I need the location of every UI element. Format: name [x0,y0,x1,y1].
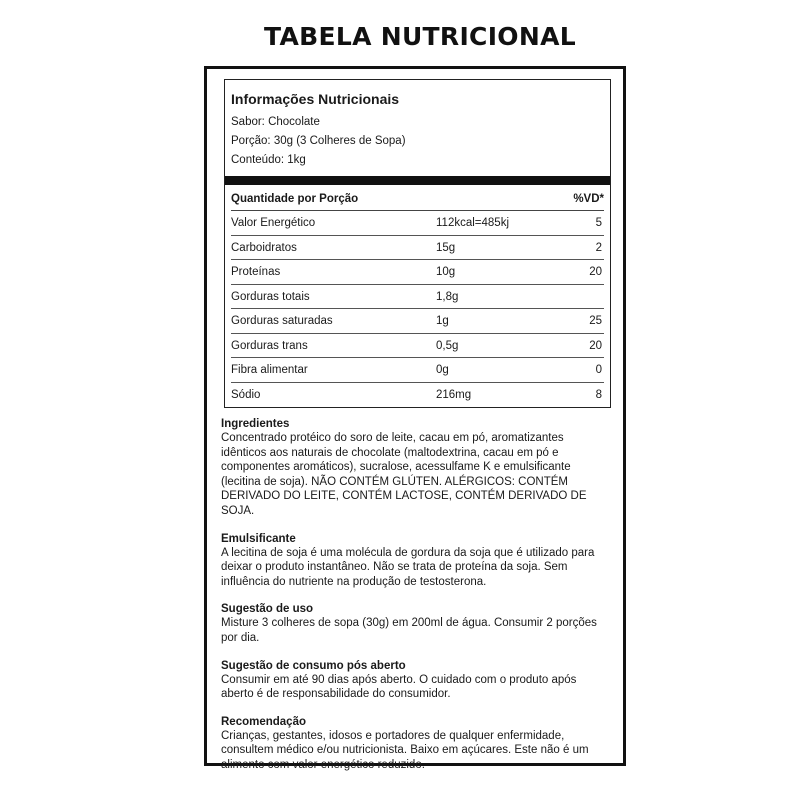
section-line: aberto é de responsabilidade do consumidor. [221,688,451,701]
header-vd-label: %VD* [573,192,604,205]
section-line: DERIVADO DO LEITE, CONTÉM LACTOSE, CONTÉM DERIVADO DE SOJA. [221,490,587,517]
section-line: A lecitina de soja é uma molécula de gordura da soja que é utilizado para [221,546,595,559]
section-title: Sugestão de consumo pós aberto [221,659,406,672]
nutrient-name: Valor Energético [231,217,316,229]
nutrient-name: Sódio [231,388,261,401]
section-line: idênticos aos naturais de chocolate (maltodextrina, cacau em pó e [221,446,559,459]
info-heading: Informações Nutricionais [231,91,400,107]
text-section [221,659,621,702]
table-row [231,309,604,334]
section-line: Crianças, gestantes, idosos e portadores de qualquer enfermidade, [221,729,565,742]
section-line: componentes aromáticos), sucralose, acessulfame K e emulsificante [221,461,571,474]
section-line: Concentrado protéico do soro de leite, cacau em pó, aromatizantes [221,432,564,444]
nutrient-name: Gorduras saturadas [231,315,333,327]
nutrient-vd: 20 [589,339,602,352]
section-line: por dia. [221,631,260,644]
section-body [221,431,621,519]
nutrient-amount: 0g [436,364,449,376]
flavor-line: Sabor: Chocolate [231,116,320,128]
section-line: (lecitina de soja). NÃO CONTÉM GLÚTEN. ALÉRGICOS: CONTÉM [221,475,568,488]
table-row [231,334,604,359]
section-line: consultem médico e/ou nutricionista. Baixo em açúcares. Este não é um [221,744,589,757]
nutrient-amount: 1g [436,315,449,327]
page-title: TABELA NUTRICIONAL [264,22,576,51]
nutrient-vd: 2 [595,241,602,254]
nutrient-rows [231,211,604,406]
nutrition-label [204,66,626,771]
content-line: Conteúdo: 1kg [231,154,306,166]
table-row [231,260,604,285]
nutrient-amount: 112kcal=485kj [436,217,509,229]
table-row [231,358,604,383]
nutrient-amount: 15g [436,241,456,254]
section-body [221,546,621,590]
text-section [221,532,621,590]
thick-divider [225,176,610,185]
section-line: deixar o produto instantâneo. Não se trata de proteína da soja. Sem [221,561,568,574]
nutrient-amount: 216mg [436,388,472,401]
table-header [231,187,604,211]
nutrient-amount: 0,5g [436,339,459,352]
portion-line: Porção: 30g (3 Colheres de Sopa) [231,135,406,147]
table-row [231,211,604,236]
text-section [221,417,621,519]
nutrient-name: Fibra alimentar [231,364,308,376]
label-text-sections [221,417,621,786]
nutrient-vd: 5 [595,217,602,229]
nutrient-name: Gorduras trans [231,339,308,352]
section-line: Consumir em até 90 dias após aberto. O cuidado com o produto após [221,673,577,686]
table-row [231,285,604,310]
section-line: Misture 3 colheres de sopa (30g) em 200ml de água. Consumir 2 porções [221,617,597,630]
nutrient-vd: 0 [595,364,602,376]
text-section [221,602,621,645]
nutrient-name: Carboidratos [231,241,297,254]
section-line: alimento com valor energético reduzido. [221,758,425,771]
text-section [221,715,621,773]
nutrient-vd: 20 [589,266,602,278]
section-line: influência do nutriente na produção de testosterona. [221,575,487,588]
nutrient-amount: 10g [436,266,456,278]
section-body [221,616,621,645]
table-row [231,236,604,261]
section-title: Emulsificante [221,532,296,545]
nutrient-vd: 25 [589,315,602,327]
section-title: Sugestão de uso [221,603,314,616]
nutrient-vd: 8 [595,388,602,401]
nutrition-facts-box [224,79,611,408]
header-quantity-label: Quantidade por Porção [231,192,359,205]
section-body [221,729,621,773]
section-body [221,673,621,702]
nutrient-name: Gorduras totais [231,290,310,303]
table-row [231,383,604,407]
nutrient-amount: 1,8g [436,290,459,303]
section-title: Recomendação [221,715,307,728]
section-title: Ingredientes [221,418,290,430]
nutrient-name: Proteínas [231,266,281,278]
